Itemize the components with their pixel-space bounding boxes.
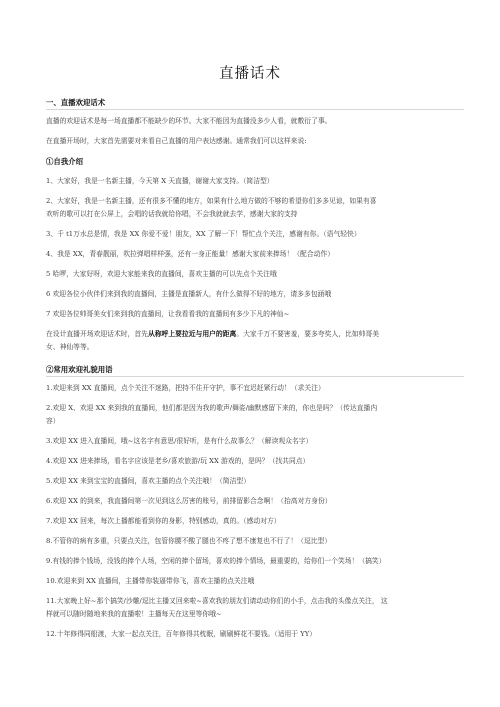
list-item: 6.欢迎 XX 的到来，我直播间第一次见到这么厉害的账号，前排留影合念啊！（抬高对方身份） (46, 497, 332, 505)
list-item: 7.欢迎 XX 回来，每次上播都能看到你的身影，特别感动，真的。（感动对方） (46, 517, 281, 525)
note-text: 。大家千万不要害羞，要多夸奖人，比如帅哥美 (236, 330, 380, 338)
list-item-continuation: 欢听的歌可以打在公屏上，会唱的话我就给你唱，不会我就就去学，感谢大家的支持 (46, 210, 298, 218)
list-item: 1.欢迎来到 XX 直播间，点个关注不迷路，把持不住开守护，事不宜迟赶紧行动！（求关注） (46, 384, 325, 392)
section-heading-welcome: 一、直播欢迎话术 (46, 98, 106, 107)
section-divider (46, 109, 464, 110)
paragraph: 在直播开场时，大家首先需要对来看自己直播的用户表达感谢。通常我们可以这样来说: (46, 137, 307, 145)
note-emphasis: 从称呼上要拉近与用户的距离 (147, 330, 237, 338)
list-item: 5 哈啰，大家好呀，欢迎大家能来我的直播间，喜欢主播的可以先点个关注哦 (46, 270, 277, 278)
list-item: 2、大家好，我是一名新主播，还有很多不懂的地方，如果有什么地方做的不够的希望你们多多见谅，如果有喜 (46, 197, 377, 205)
list-item: 1、大家好，我是一名新主播，今天第 X 天直播，谢谢大家支持。（简洁型） (46, 177, 274, 185)
list-item: 4、我是 XX，青春靓丽，吹拉弹唱样样强，还有一身正能量！感谢大家前来捧场！（配合动作） (46, 250, 335, 258)
list-item-continuation: 容） (46, 417, 60, 425)
section-divider (46, 376, 464, 377)
list-item: 8.不管你的病有多重，只要点关注，包管你腰不酸了腿也不疼了想不康复也不行了！（逗比型） (46, 537, 332, 545)
note-paragraph-continuation: 女、神仙等等。 (46, 343, 94, 351)
list-item: 12.十年修得同船渡，大家一起点关注，百年修得共枕眠，刷刷鲜花不要钱。（适用于 YY） (46, 630, 317, 638)
subsection-heading-polite-phrases: ②常用欢迎礼貌用语 (46, 365, 113, 374)
list-item: 5.欢迎 XX 来到宝宝的直播间，喜欢主播的点个关注哦！（简洁型） (46, 477, 250, 485)
list-item: 9.有钱的捧个钱场，没钱的捧个人场，空闲的捧个留场，喜欢的捧个情场，最重要的，给你们一个笑场！（搞笑） (46, 557, 386, 565)
list-item: 11.大家晚上好~那个搞笑/沙雕/逗比主播又回来啦~喜欢我的朋友们请动动你们的小手，点击我的头像点关注， 这 (46, 597, 388, 605)
list-item: 4.欢迎 XX 进来捧场，看名字应该是老乡/喜欢旅游/玩 XX 游戏的，是吗？（找共同点） (46, 457, 310, 465)
list-item: 10.欢迎来到 XX 直播间，主播带你装逼带你飞，喜欢主播的点关注哦 (46, 577, 255, 585)
subsection-heading-self-intro: ①自我介绍 (46, 157, 83, 166)
list-item: 3、千 t1万水总是情，我是 XX 你爱不爱！朋友，XX 了解一下！帮忙点个关注，感谢有你。（语气轻快） (46, 230, 361, 238)
list-item: 2.欢迎 X、欢迎 XX 来到我的直播间，他们都是因为我的歌声/舞姿/幽默感留下来的，你也是吗？（传达直播内 (46, 404, 378, 412)
document-title: 直播话术 (219, 66, 281, 82)
paragraph: 直播的欢迎话术是每一场直播都不能缺少的环节。大家不能因为直播没多少人看，就敷衍了事。 (46, 117, 332, 125)
list-item: 6 欢迎各位小伙伴们来到我的直播间，主播是直播新人，有什么做得不好的地方，请多多包涵哦 (46, 290, 332, 298)
note-text: 在设计直播开场欢迎话术时，首先 (46, 330, 148, 338)
list-item-continuation: 样就可以随时随地来我的直播啦！主播每天在这里等你哦~ (46, 610, 222, 618)
note-paragraph (46, 330, 464, 339)
list-item: 3.欢迎 XX 进入直播间，哦~这名字有意思/很好听，是有什么故事么？（解读观众名字） (46, 437, 313, 445)
list-item: 7 欢迎各位帅哥美女们来到我的直播间，让我看看我的直播间有多少下凡的神仙~ (46, 310, 290, 318)
